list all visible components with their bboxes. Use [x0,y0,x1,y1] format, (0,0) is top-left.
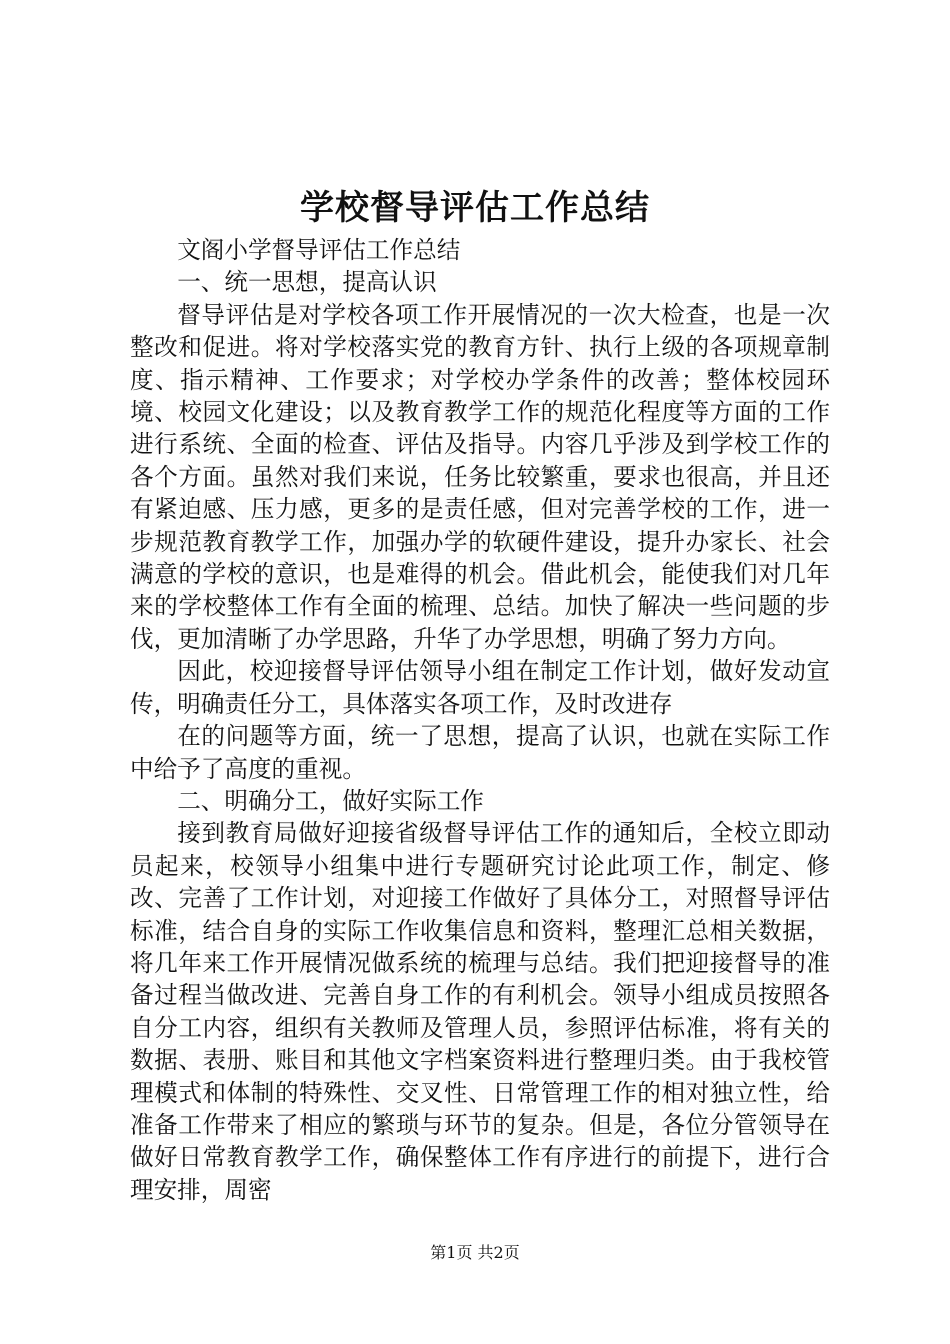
body-paragraph: 督导评估是对学校各项工作开展情况的一次大检查，也是一次整改和促进。将对学校落实党的教育方针、执行上级的各项规章制度、指示精神、工作要求；对学校办学条件的改善；整体校园环境、校园文化建设；以及教育教学工作的规范化程度等方面的工作进行系统、全面的检查、评估及指导。内容几乎涉及到学校工作的各个方面。虽然对我们来说，任务比较繁重，要求也很高，并且还有紧迫感、压力感，更多的是责任感，但对完善学校的工作，进一步规范教育教学工作，加强办学的软硬件建设，提升办家长、社会满意的学校的意识，也是难得的机会。借此机会，能使我们对几年来的学校整体工作有全面的梳理、总结。加快了解决一些问题的步伐，更加清晰了办学思路，升华了办学思想，明确了努力方向。 [130,300,830,653]
body-paragraph: 因此，校迎接督导评估领导小组在制定工作计划，做好发动宣传，明确责任分工，具体落实各项工作，及时改进存 [130,657,830,718]
section-heading-1: 一、统一思想，提高认识 [177,268,437,297]
body-paragraph: 在的问题等方面，统一了思想，提高了认识，也就在实际工作中给予了高度的重视。 [130,722,830,783]
body-paragraph: 接到教育局做好迎接省级督导评估工作的通知后，全校立即动员起来，校领导小组集中进行专题研究讨论此项工作，制定、修改、完善了工作计划，对迎接工作做好了具体分工，对照督导评估标准，结合自身的实际工作收集信息和资料，整理汇总相关数据，将几年来工作开展情况做系统的梳理与总结。我们把迎接督导的准备过程当做改进、完善自身工作的有利机会。领导小组成员按照各自分工内容，组织有关教师及管理人员，参照评估标准，将有关的数据、表册、账目和其他文字档案资料进行整理归类。由于我校管理模式和体制的特殊性、交叉性、日常管理工作的相对独立性，给准备工作带来了相应的繁琐与环节的复杂。但是，各位分管领导在做好日常教育教学工作，确保整体工作有序进行的前提下，进行合理安排，周密 [130,819,830,1204]
document-title: 学校督导评估工作总结 [300,188,650,228]
document-body [130,234,830,1206]
subtitle-paragraph: 文阁小学督导评估工作总结 [177,236,461,264]
section-heading-2: 二、明确分工，做好实际工作 [177,786,484,815]
page-number-footer: 第1页 共2页 [430,1243,520,1262]
